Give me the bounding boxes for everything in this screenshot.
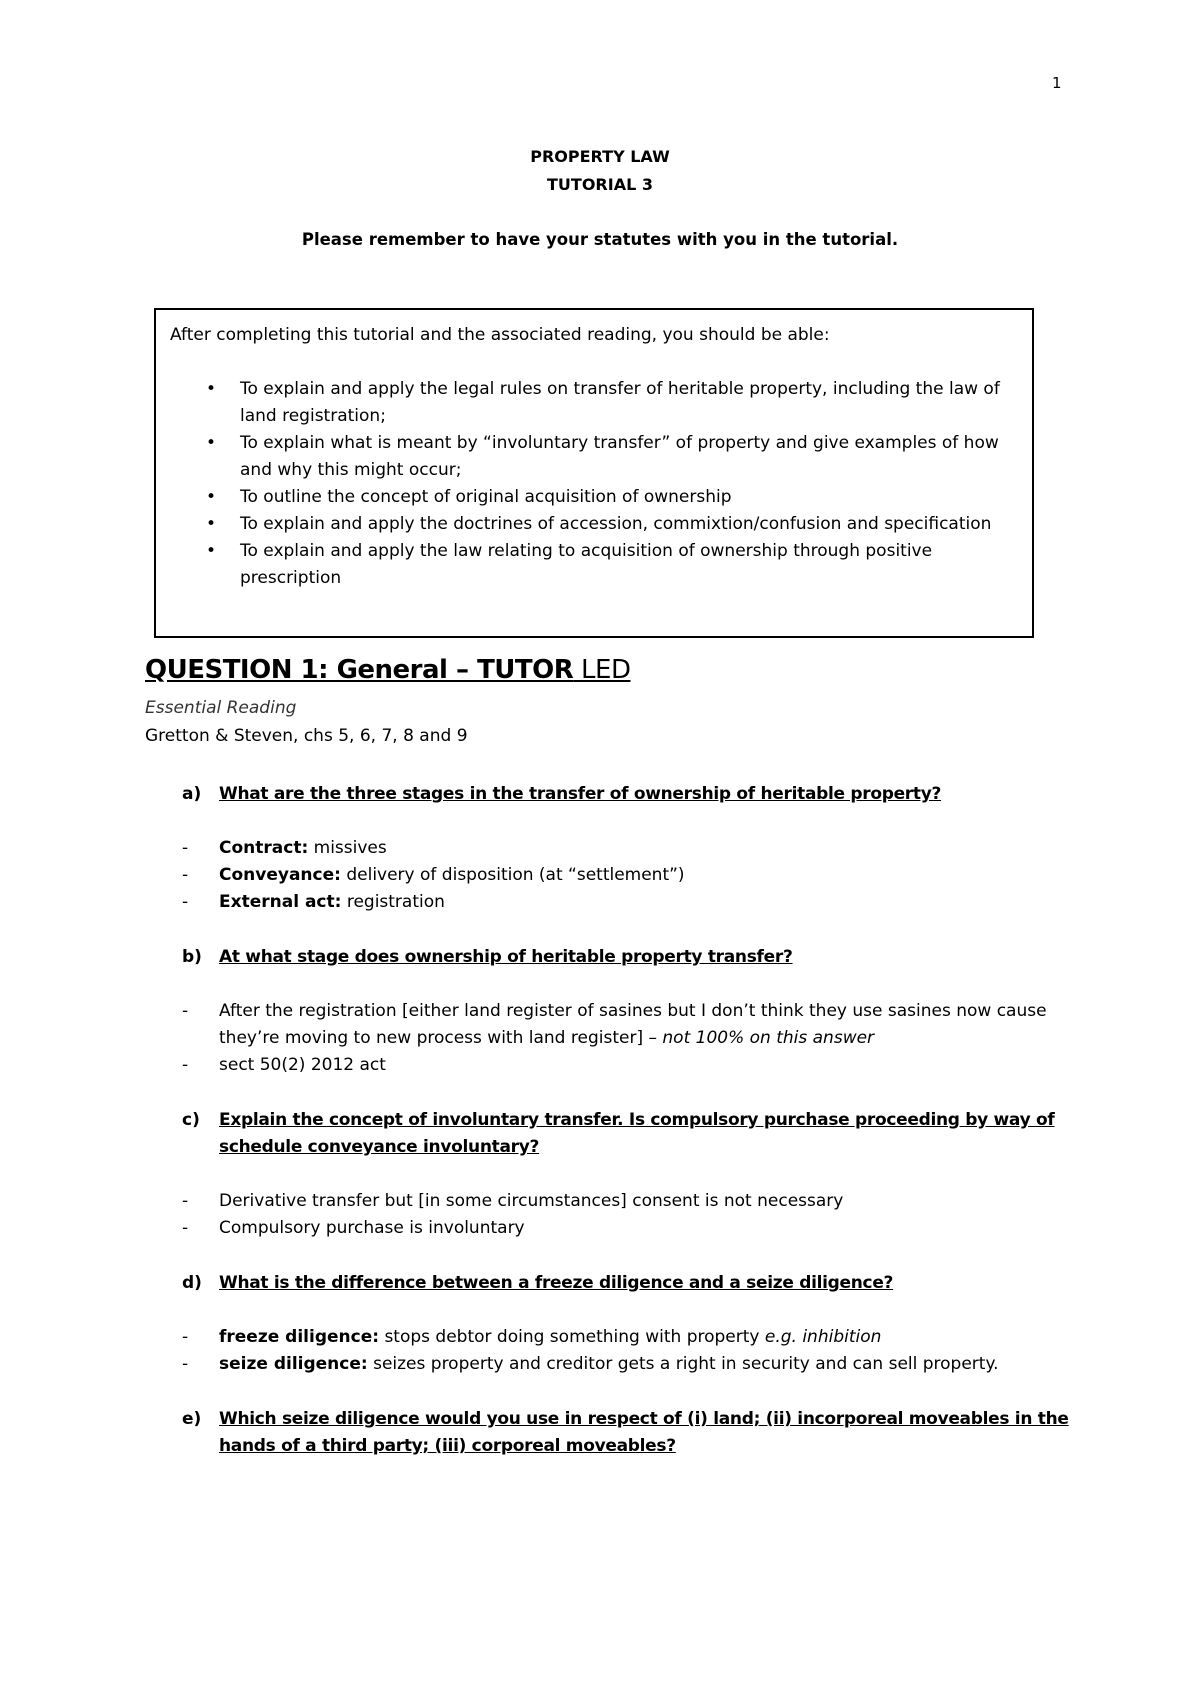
answer-term: seize diligence: bbox=[219, 1354, 368, 1374]
answer-item: - Compulsory purchase is involuntary bbox=[182, 1215, 1062, 1242]
objective-item: • To outline the concept of original acquisition of ownership bbox=[170, 484, 1018, 511]
answer-item: - Derivative transfer but [in some circumstances] consent is not necessary bbox=[182, 1188, 1062, 1215]
subquestion-text: What is the difference between a freeze diligence and a seize diligence? bbox=[219, 1273, 894, 1293]
subquestion-a bbox=[182, 781, 1082, 808]
objective-item: • To explain and apply the doctrines of accession, commixtion/confusion and specification bbox=[170, 511, 1018, 538]
objectives-list bbox=[170, 376, 1018, 592]
answer-italic-note: not 100% on this answer bbox=[662, 1028, 875, 1048]
answer-text: stops debtor doing something with property bbox=[379, 1327, 765, 1347]
answer-text: Compulsory purchase is involuntary bbox=[219, 1218, 525, 1238]
answer-italic-note: e.g. inhibition bbox=[764, 1327, 882, 1347]
learning-objectives-box bbox=[154, 308, 1034, 638]
subquestion-e bbox=[182, 1406, 1082, 1460]
subquestion-label: b) bbox=[182, 947, 202, 967]
answer-item: - External act: registration bbox=[182, 892, 445, 912]
question-1-heading bbox=[145, 655, 630, 685]
subquestion-text: At what stage does ownership of heritable property transfer? bbox=[219, 947, 793, 967]
subquestion-label: e) bbox=[182, 1409, 202, 1429]
answer-item: - freeze diligence: stops debtor doing something with property e.g. inhibition bbox=[182, 1327, 882, 1347]
subquestion-label: d) bbox=[182, 1273, 202, 1293]
answer-item: - seize diligence: seizes property and creditor gets a right in security and can sell property. bbox=[182, 1354, 999, 1374]
answer-term: External act: bbox=[219, 892, 342, 912]
subquestion-c bbox=[182, 1107, 1082, 1161]
objective-item: • To explain and apply the law relating to acquisition of ownership through positive prescription bbox=[170, 538, 1018, 592]
subquestion-label: a) bbox=[182, 784, 202, 804]
answer-text: delivery of disposition (at “settlement”) bbox=[340, 865, 685, 885]
question-1-heading-main: QUESTION 1: General – TUTOR bbox=[145, 655, 574, 685]
document-title: PROPERTY LAW bbox=[530, 147, 670, 166]
answer-term: freeze diligence: bbox=[219, 1327, 380, 1347]
answer-text: After the registration [either land register of sasines but I don’t think they use sasines now cause they’re moving to new process with land register] – bbox=[219, 1001, 1047, 1048]
answer-text: sect 50(2) 2012 act bbox=[219, 1055, 386, 1075]
answer-text: Derivative transfer but [in some circumstances] consent is not necessary bbox=[219, 1191, 844, 1211]
answer-item: - Contract: missives bbox=[182, 838, 387, 858]
reading-source: Gretton & Steven, chs 5, 6, 7, 8 and 9 bbox=[145, 726, 468, 746]
answer-item: - After the registration [either land register of sasines but I don’t think they use sasines now cause they’re moving to new process with land register] – not 100% on this answer bbox=[182, 1001, 1047, 1048]
subquestion-d bbox=[182, 1270, 1082, 1297]
answer-item: - Conveyance: delivery of disposition (at “settlement”) bbox=[182, 865, 685, 885]
essential-reading-label: Essential Reading bbox=[145, 698, 297, 718]
objective-item: • To explain and apply the legal rules on transfer of heritable property, including the law of land registration; bbox=[170, 376, 1018, 430]
answer-term: Contract: bbox=[219, 838, 309, 858]
reminder-note: Please remember to have your statutes with you in the tutorial. bbox=[301, 230, 899, 249]
answer-item: - sect 50(2) 2012 act bbox=[182, 1052, 1062, 1079]
answer-text: registration bbox=[341, 892, 445, 912]
document-subtitle: TUTORIAL 3 bbox=[547, 175, 653, 194]
subquestion-b bbox=[182, 944, 1082, 971]
answer-term: Conveyance: bbox=[219, 865, 341, 885]
subquestion-text: What are the three stages in the transfer of ownership of heritable property? bbox=[219, 784, 942, 804]
question-1-heading-tail: LED bbox=[573, 655, 631, 685]
answer-text: missives bbox=[308, 838, 387, 858]
answer-text: seizes property and creditor gets a right in security and can sell property. bbox=[367, 1354, 999, 1374]
page-number: 1 bbox=[1052, 74, 1062, 92]
objective-item: • To explain what is meant by “involuntary transfer” of property and give examples of how and why this might occur; bbox=[170, 430, 1018, 484]
subquestion-text: Explain the concept of involuntary transfer. Is compulsory purchase proceeding by way of schedule conveyance involuntary? bbox=[219, 1110, 1055, 1157]
objectives-intro: After completing this tutorial and the associated reading, you should be able: bbox=[170, 325, 830, 345]
subquestion-label: c) bbox=[182, 1110, 200, 1130]
subquestion-text: Which seize diligence would you use in respect of (i) land; (ii) incorporeal moveables in the hands of a third party; (iii) corporeal moveables? bbox=[219, 1409, 1069, 1456]
